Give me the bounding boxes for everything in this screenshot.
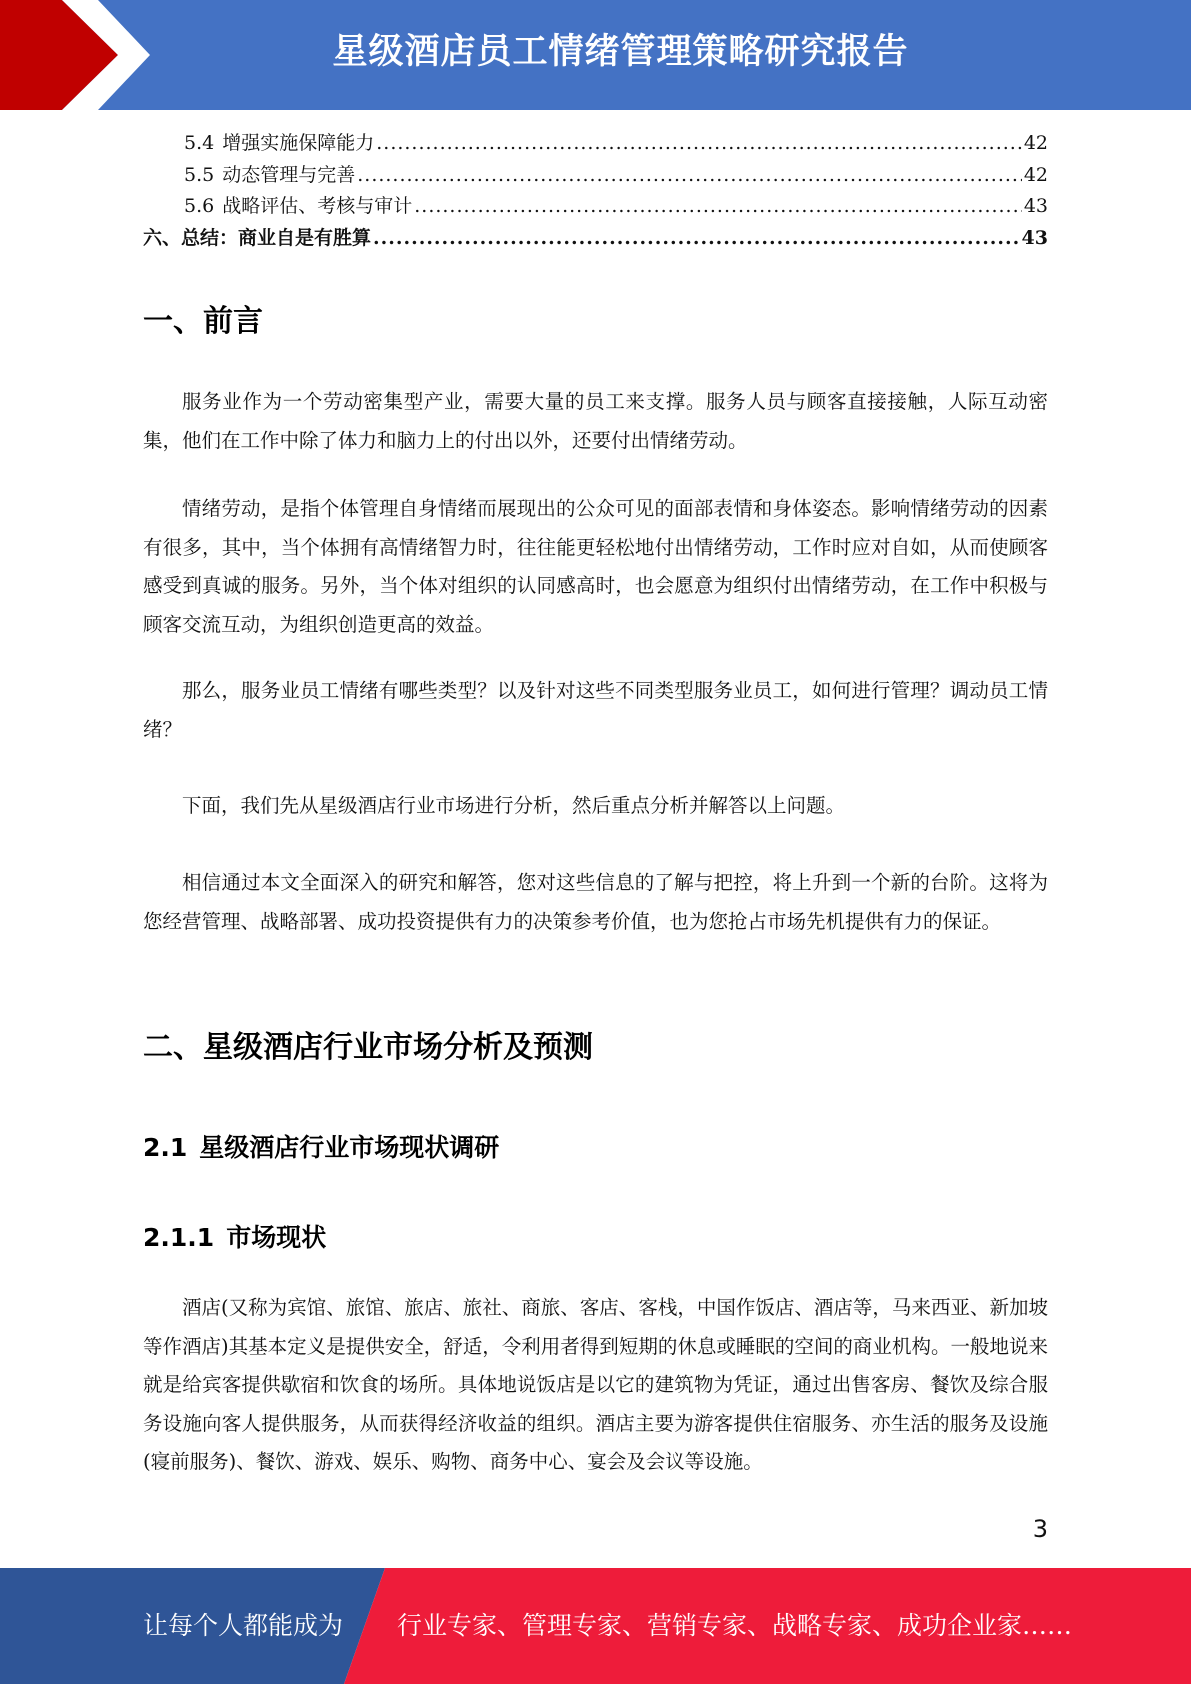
section-heading-market-analysis: 二、星级酒店行业市场分析及预测 <box>143 1030 593 1065</box>
toc-entry[interactable] <box>143 223 1048 255</box>
subsection-heading: 2.1 星级酒店行业市场现状调研 <box>143 1133 500 1162</box>
paragraph: 酒店(又称为宾馆、旅馆、旅店、旅社、商旅、客店、客栈，中国作饭店、酒店等，马来西亚、新加坡等作酒店)其基本定义是提供安全，舒适，令利用者得到短期的休息或睡眠的空间的商业机构。一般地说来就是给宾客提供歇宿和饮食的场所。具体地说饭店是以它的建筑物为凭证，通过出售客房、餐饮及综合服务设施向客人提供服务，从而获得经济收益的组织。酒店主要为游客提供住宿服务、亦生活的服务及设施(寝前服务)、餐饮、游戏、娱乐、购物、商务中心、宴会及会议等设施。 <box>143 1296 1048 1473</box>
paragraph: 情绪劳动，是指个体管理自身情绪而展现出的公众可见的面部表情和身体姿态。影响情绪劳动的因素有很多，其中，当个体拥有高情绪智力时，往往能更轻松地付出情绪劳动，工作时应对自如，从而使顾客感受到真诚的服务。另外，当个体对组织的认同感高时，也会愿意为组织付出情绪劳动，在工作中积极与顾客交流互动，为组织创造更高的效益。 <box>143 497 1048 636</box>
toc-leader-dots <box>414 195 1022 217</box>
paragraph: 那么，服务业员工情绪有哪些类型？以及针对这些不同类型服务业员工，如何进行管理？调动员工情绪？ <box>143 679 1048 741</box>
footer-slogan-right: 行业专家、管理专家、营销专家、战略专家、成功企业家…… <box>397 1611 1073 1640</box>
page-footer <box>0 1568 1191 1684</box>
toc-entry-label: 5.6 战略评估、考核与审计 <box>184 195 413 217</box>
toc-entry[interactable] <box>143 128 1048 160</box>
toc-leader-dots <box>357 164 1022 186</box>
toc-page-number: 43 <box>1023 195 1048 217</box>
subsection-heading: 2.1.1 市场现状 <box>143 1223 327 1252</box>
toc-entry[interactable] <box>143 160 1048 192</box>
toc-entry-label: 六、总结：商业自是有胜算 <box>143 226 372 249</box>
toc-leader-dots <box>373 227 1020 249</box>
toc-page-number: 43 <box>1021 226 1048 249</box>
table-of-contents <box>143 128 1048 254</box>
toc-page-number: 42 <box>1023 163 1048 186</box>
toc-page-number: 42 <box>1023 132 1048 154</box>
toc-entry[interactable] <box>143 191 1048 223</box>
toc-entry-label: 5.5 动态管理与完善 <box>184 163 356 186</box>
page-number: 3 <box>1032 1515 1048 1543</box>
footer-slogan-left: 让每个人都能成为 <box>143 1611 344 1640</box>
header-arrow-decoration <box>0 0 160 110</box>
toc-leader-dots <box>376 132 1022 154</box>
paragraph: 服务业作为一个劳动密集型产业，需要大量的员工来支撑。服务人员与顾客直接接触，人际互动密集，他们在工作中除了体力和脑力上的付出以外，还要付出情绪劳动。 <box>143 390 1048 452</box>
section-heading-preface: 一、前言 <box>143 304 263 339</box>
toc-entry-label: 5.4 增强实施保障能力 <box>184 132 375 154</box>
paragraph: 相信通过本文全面深入的研究和解答，您对这些信息的了解与把控，将上升到一个新的台阶。这将为您经营管理、战略部署、成功投资提供有力的决策参考价值，也为您抢占市场先机提供有力的保证。 <box>143 871 1048 933</box>
page-header <box>0 0 1191 110</box>
header-title: 星级酒店员工情绪管理策略研究报告 <box>332 32 909 72</box>
paragraph: 下面，我们先从星级酒店行业市场进行分析，然后重点分析并解答以上问题。 <box>182 794 846 817</box>
